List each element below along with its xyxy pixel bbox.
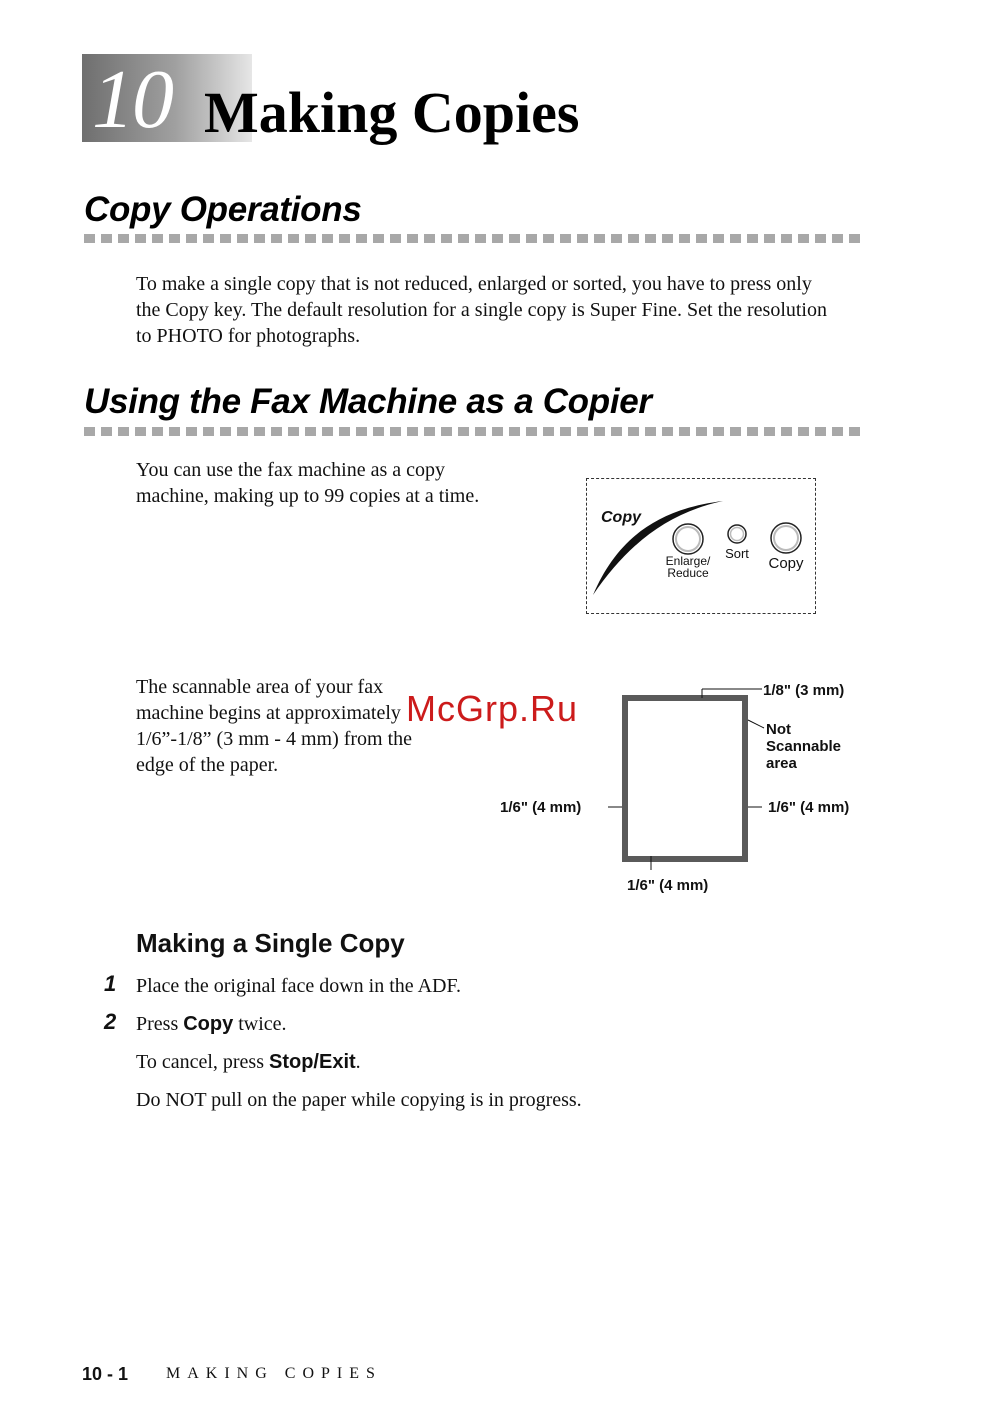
step-2-text [136,1011,287,1037]
scannable-area-diagram [600,680,780,880]
text-fragment: twice. [233,1013,287,1035]
text-fragment: . [355,1051,361,1073]
chapter-title: Making Copies [204,80,580,145]
text-fragment: Press [136,1013,184,1035]
text-fragment: To cancel, press [136,1051,269,1073]
paragraph-line: You can use the fax machine as a copy [136,459,445,481]
sort-button-label: Sort [725,546,749,561]
copy-control-panel [586,478,816,614]
step-1-text: Place the original face down in the ADF. [136,975,461,997]
label-line: Enlarge/ [665,554,711,568]
step-number-1: 1 [104,971,117,996]
section-heading-copy-operations: Copy Operations [84,190,362,229]
page-number: 10 - 1 [82,1364,129,1384]
section-divider [84,234,862,243]
stop-exit-key-name: Stop/Exit [269,1051,356,1073]
section-divider [84,427,862,436]
paragraph-line: machine, making up to 99 copies at a time. [136,485,480,507]
making-single-copy-heading: Making a Single Copy [136,928,405,958]
left-margin-label: 1/6" (4 mm) [500,799,582,816]
not-scannable-label [766,721,841,772]
paragraph-line: the Copy key. The default resolution for a single copy is Super Fine. Set the resolution [136,299,827,321]
running-footer-title: MAKING COPIES [166,1365,382,1382]
label-line: Scannable [766,738,842,755]
warning-text: Do NOT pull on the paper while copying is in progress. [136,1089,582,1111]
watermark: McGrp.Ru [406,688,579,729]
label-line: Reduce [667,566,709,580]
copy-button-label: Copy [768,555,804,572]
cancel-instruction [136,1049,361,1075]
panel-swoosh-graphic [587,479,817,615]
paragraph-line: to PHOTO for photographs. [136,325,361,347]
copy-operations-paragraph [136,271,876,349]
copier-intro-paragraph [136,457,536,509]
enlarge-reduce-button-label [657,555,719,579]
step-number-2: 2 [104,1009,117,1034]
bottom-margin-label: 1/6" (4 mm) [627,877,709,894]
paragraph-line: The scannable area of your fax [136,676,384,698]
top-margin-label: 1/8" (3 mm) [763,682,845,699]
paragraph-line: 1/6”-1/8” (3 mm - 4 mm) from the [136,728,413,750]
panel-copy-logo: Copy [601,509,641,526]
right-margin-label: 1/6" (4 mm) [768,799,850,816]
paragraph-line: machine begins at approximately [136,702,401,724]
paragraph-line: edge of the paper. [136,754,279,776]
copy-key-name: Copy [183,1013,234,1035]
section-heading-fax-as-copier: Using the Fax Machine as a Copier [84,382,652,421]
paragraph-line: To make a single copy that is not reduced, enlarged or sorted, you have to press only [136,273,812,295]
label-line: area [766,755,797,772]
chapter-number: 10 [92,53,172,146]
label-line: Not [766,721,791,738]
